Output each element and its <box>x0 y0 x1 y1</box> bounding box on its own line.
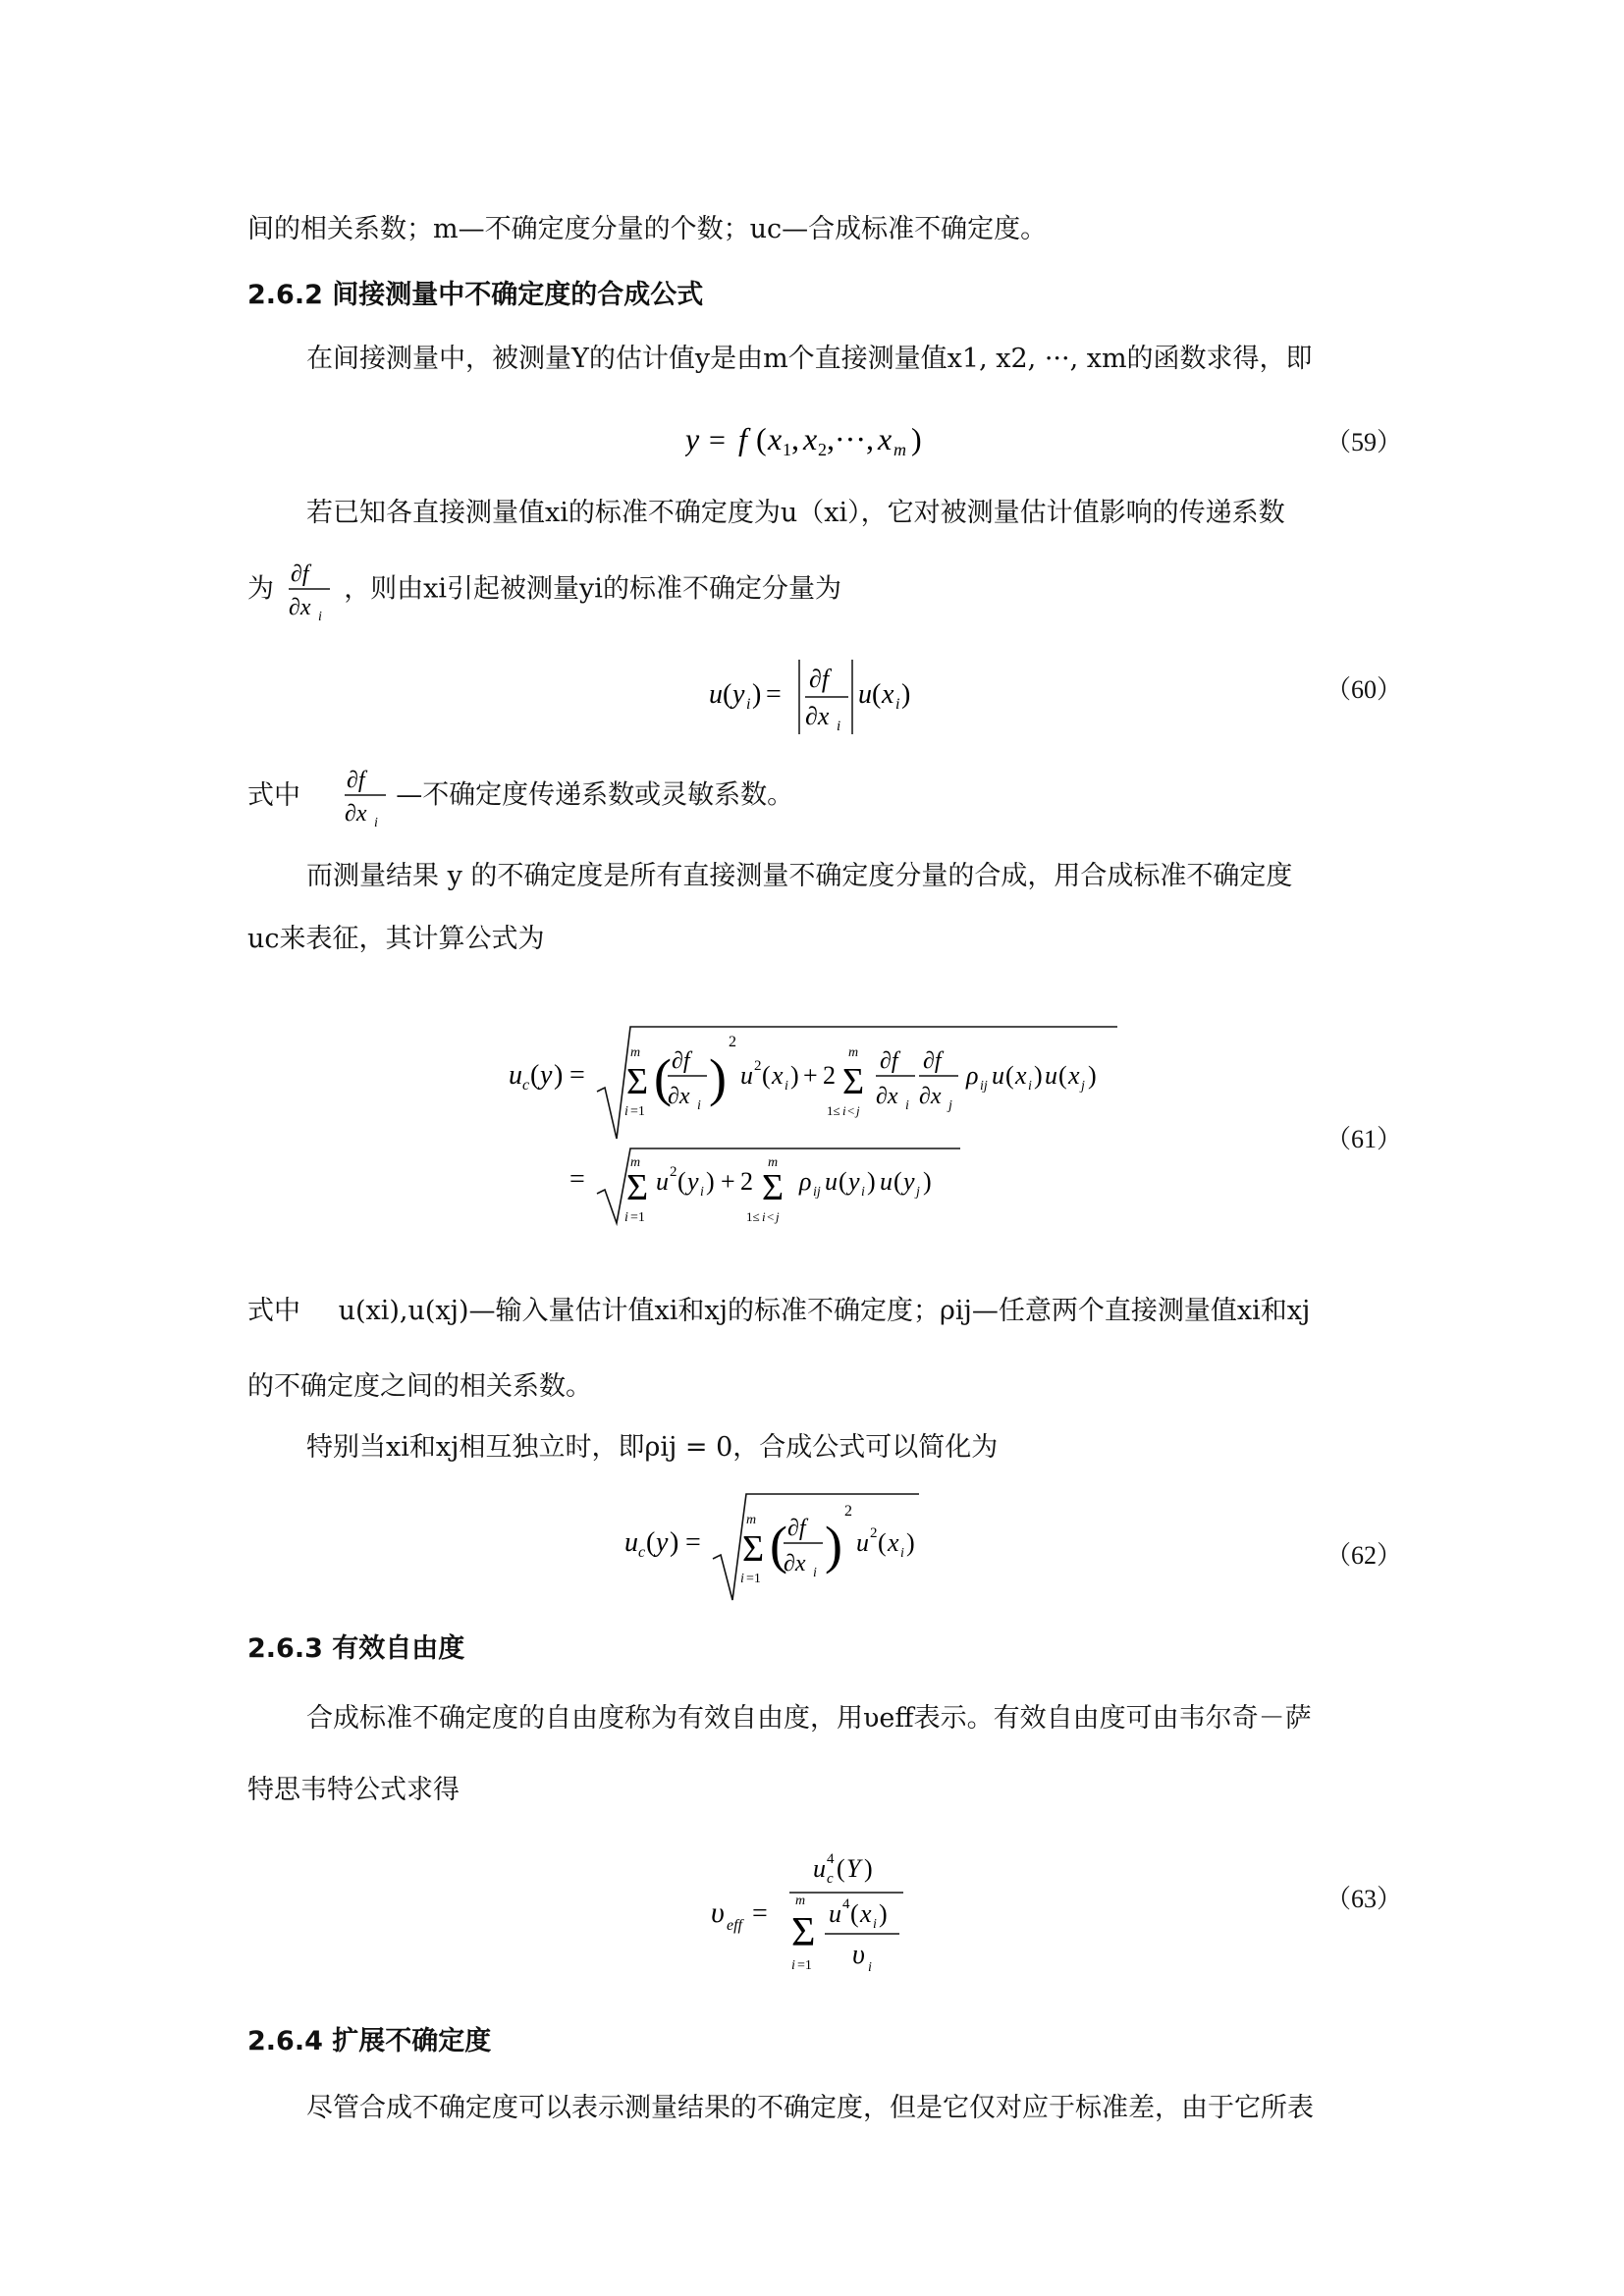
svg-text:i: i <box>740 1572 744 1586</box>
svg-text:(: ( <box>756 421 767 456</box>
svg-text:): ) <box>879 1899 888 1928</box>
svg-text:i: i <box>900 1546 904 1561</box>
svg-text:+: + <box>803 1061 818 1090</box>
svg-text:y: y <box>903 1167 915 1196</box>
paragraph-known-uncertainty: 若已知各直接测量值xi的标准不确定度为u（xi），它对被测量估计值影响的传递系数 <box>306 498 1285 528</box>
svg-text:∂x: ∂x <box>805 702 830 730</box>
svg-text:i: i <box>624 1104 628 1119</box>
heading-2-6-2: 2.6.2 间接测量中不确定度的合成公式 <box>247 280 704 310</box>
equation-number-63: （ 63 ） <box>1326 1879 1386 1915</box>
svg-text:m: m <box>630 1155 641 1170</box>
svg-text:c: c <box>522 1077 530 1094</box>
equation-number-60: （ 60 ） <box>1326 669 1386 706</box>
svg-text:x: x <box>888 1528 899 1557</box>
svg-text:υ: υ <box>711 1896 725 1929</box>
svg-text:2: 2 <box>670 1164 677 1180</box>
svg-text:y: y <box>685 421 700 456</box>
svg-text:=1: =1 <box>630 1104 645 1119</box>
svg-text:c: c <box>638 1544 646 1561</box>
svg-text:(: ( <box>872 679 882 710</box>
svg-text:m: m <box>795 1894 806 1908</box>
svg-text:(: ( <box>850 1899 859 1928</box>
svg-text:u: u <box>1045 1061 1057 1090</box>
svg-text:<: < <box>847 1103 855 1118</box>
svg-text:∂x: ∂x <box>288 595 311 620</box>
svg-text:u: u <box>709 679 723 710</box>
equation-62 <box>624 1488 939 1612</box>
svg-text:u: u <box>858 679 872 710</box>
svg-text:=: = <box>766 679 782 710</box>
svg-text:i: i <box>837 719 841 734</box>
svg-text:(: ( <box>770 1516 787 1575</box>
paragraph-input-prefix: 式中 <box>247 1296 300 1326</box>
paragraph-independent: 特别当xi和xj相互独立时，即ρij = 0，合成公式可以简化为 <box>306 1432 999 1463</box>
equation-number-61: （ 61 ） <box>1326 1119 1386 1155</box>
svg-text:1: 1 <box>783 440 791 459</box>
svg-text:u: u <box>825 1167 838 1196</box>
svg-text:x: x <box>1015 1061 1027 1090</box>
svg-text:i: i <box>842 1103 846 1118</box>
svg-text:x: x <box>860 1899 872 1928</box>
svg-text:y: y <box>732 679 745 710</box>
svg-text:): ) <box>706 1167 715 1196</box>
svg-text:): ) <box>911 421 922 456</box>
svg-text:<: < <box>767 1209 775 1224</box>
svg-text:): ) <box>709 1048 727 1107</box>
svg-text:): ) <box>901 679 911 710</box>
paragraph-indirect-measurement: 在间接测量中，被测量Y的估计值y是由m个直接测量值x1, x2, ···, xm的函数求得，即 <box>306 344 1313 374</box>
svg-text:m: m <box>768 1155 779 1170</box>
svg-text:y: y <box>540 1060 553 1091</box>
svg-text:2: 2 <box>818 440 827 459</box>
svg-text:j: j <box>856 1103 860 1118</box>
svg-text:,: , <box>791 421 799 456</box>
svg-text:Σ: Σ <box>842 1061 865 1102</box>
paragraph-input-estimates <box>247 1294 1310 1329</box>
svg-text:): ) <box>906 1528 915 1557</box>
svg-text:i: i <box>624 1210 628 1225</box>
svg-text:∂f: ∂f <box>346 768 365 793</box>
svg-text:∂x: ∂x <box>919 1084 942 1109</box>
svg-text:): ) <box>554 1060 564 1091</box>
svg-text:u: u <box>992 1061 1004 1090</box>
svg-text:ij: ij <box>980 1079 988 1094</box>
svg-text:=: = <box>569 1060 585 1091</box>
svg-text:i: i <box>700 1185 704 1200</box>
svg-text:x: x <box>1068 1061 1080 1090</box>
svg-text:(: ( <box>837 1854 845 1883</box>
svg-text:(: ( <box>1058 1061 1067 1090</box>
svg-text:m: m <box>630 1045 641 1060</box>
equation-63 <box>711 1843 927 2001</box>
svg-text:i: i <box>895 696 900 713</box>
svg-text:∂x: ∂x <box>668 1084 690 1109</box>
svg-text:∂f: ∂f <box>880 1048 898 1074</box>
svg-text:∂x: ∂x <box>876 1084 898 1109</box>
svg-text:(: ( <box>677 1167 686 1196</box>
equation-62-svg <box>624 1488 939 1602</box>
equation-60 <box>709 648 925 752</box>
svg-text:+: + <box>721 1167 735 1196</box>
paragraph-effective-dof-2: 特思韦特公式求得 <box>247 1775 460 1805</box>
svg-text:Σ: Σ <box>762 1167 785 1208</box>
paragraph-transfer-prefix: 为 <box>247 573 274 605</box>
equation-61-svg <box>509 1013 1137 1229</box>
svg-text:2: 2 <box>844 1503 852 1520</box>
svg-text:i: i <box>762 1209 766 1224</box>
paragraph-transfer-line <box>247 556 841 624</box>
svg-text:=1: =1 <box>630 1210 645 1225</box>
svg-text:∂f: ∂f <box>923 1048 942 1074</box>
paragraph-sensitivity-prefix: 式中 <box>247 779 300 811</box>
svg-text:(: ( <box>893 1167 902 1196</box>
svg-text:4: 4 <box>827 1851 835 1867</box>
partial-fraction-inline <box>287 556 332 624</box>
svg-text:2: 2 <box>740 1167 753 1196</box>
svg-text:u: u <box>740 1061 753 1090</box>
partial-fraction-sensitivity <box>343 762 388 830</box>
svg-text:): ) <box>790 1061 799 1090</box>
svg-text:Y: Y <box>846 1854 861 1883</box>
svg-text:2: 2 <box>823 1061 836 1090</box>
svg-text:i: i <box>746 696 751 713</box>
paragraph-expanded-uncertainty: 尽管合成不确定度可以表示测量结果的不确定度，但是它仅对应于标准差，由于它所表 <box>306 2093 1314 2123</box>
svg-text:=: = <box>752 1898 768 1929</box>
svg-text:(: ( <box>839 1167 847 1196</box>
paragraph-combined-1: 而测量结果 y 的不确定度是所有直接测量不确定度分量的合成，用合成标准不确定度 <box>306 861 1293 891</box>
svg-text:ρ: ρ <box>799 1167 812 1196</box>
svg-text:x: x <box>772 1061 784 1090</box>
svg-text:x: x <box>878 421 893 456</box>
svg-text:=1: =1 <box>797 1958 812 1973</box>
svg-text:x: x <box>882 679 894 710</box>
paragraph-input-body: u(xi),u(xj)—输入量估计值xi和xj的标准不确定度；ρij—任意两个直接测量值xi和xj <box>338 1296 1311 1326</box>
svg-text:(: ( <box>530 1060 540 1091</box>
paragraph-combined-2: uc来表征，其计算公式为 <box>247 924 545 954</box>
svg-text:∂f: ∂f <box>809 665 830 693</box>
svg-text:1≤: 1≤ <box>746 1209 760 1224</box>
svg-text:): ) <box>1034 1061 1043 1090</box>
svg-text:υ: υ <box>852 1940 865 1970</box>
svg-text:ρ: ρ <box>966 1061 979 1090</box>
svg-text:(: ( <box>878 1528 887 1557</box>
svg-text:j: j <box>916 1185 920 1200</box>
svg-text:2: 2 <box>754 1058 762 1074</box>
svg-text:x: x <box>768 421 783 456</box>
equation-number-59: （ 59 ） <box>1326 422 1386 458</box>
svg-text:Σ: Σ <box>742 1528 765 1570</box>
svg-text:y: y <box>656 1527 669 1558</box>
svg-text:i: i <box>373 816 378 830</box>
svg-text:x: x <box>803 421 818 456</box>
svg-text:∂f: ∂f <box>290 561 309 587</box>
svg-text:i: i <box>861 1185 865 1200</box>
svg-text:): ) <box>825 1516 842 1575</box>
svg-text:u: u <box>880 1167 893 1196</box>
svg-text:∂f: ∂f <box>787 1516 806 1541</box>
equation-60-svg <box>709 648 925 742</box>
svg-text:=: = <box>709 424 726 456</box>
paragraph-sensitivity-line <box>247 762 793 830</box>
svg-text:Σ: Σ <box>626 1167 649 1208</box>
svg-text:): ) <box>1088 1061 1097 1090</box>
svg-text:): ) <box>867 1167 876 1196</box>
svg-text:u: u <box>813 1854 826 1883</box>
svg-text:): ) <box>752 679 762 710</box>
paragraph-transfer-suffix: ，则由xi引起被测量yi的标准不确定分量为 <box>344 573 841 605</box>
svg-text:(: ( <box>646 1527 656 1558</box>
svg-text:(: ( <box>1005 1061 1014 1090</box>
svg-text:f: f <box>738 421 747 456</box>
paragraph-sensitivity-suffix: —不确定度传递系数或灵敏系数。 <box>396 779 794 811</box>
svg-text:j: j <box>776 1209 780 1224</box>
svg-text:): ) <box>923 1167 932 1196</box>
svg-text:i: i <box>791 1958 795 1973</box>
svg-text:u: u <box>829 1899 841 1928</box>
svg-text:∂x: ∂x <box>784 1551 806 1576</box>
svg-text:j: j <box>948 1098 952 1113</box>
heading-2-6-4: 2.6.4 扩展不确定度 <box>247 2026 492 2056</box>
equation-59 <box>685 414 950 471</box>
svg-text:=1: =1 <box>746 1572 761 1586</box>
svg-text:y: y <box>687 1167 699 1196</box>
svg-text:ij: ij <box>813 1185 821 1200</box>
svg-text:(: ( <box>762 1061 771 1090</box>
svg-text:): ) <box>670 1527 679 1558</box>
svg-text:i: i <box>317 610 322 624</box>
svg-text:i: i <box>813 1566 817 1580</box>
svg-text:u: u <box>624 1527 638 1558</box>
svg-text:(: ( <box>654 1048 672 1107</box>
svg-text:u: u <box>856 1528 869 1557</box>
svg-text:2: 2 <box>729 1034 736 1050</box>
svg-text:i: i <box>873 1917 877 1932</box>
equation-number-62: （ 62 ） <box>1326 1535 1386 1572</box>
svg-text:i: i <box>697 1098 701 1113</box>
equation-63-svg <box>711 1843 927 1991</box>
svg-text:Σ: Σ <box>791 1910 816 1955</box>
svg-text:m: m <box>746 1513 757 1527</box>
svg-text:=: = <box>569 1164 585 1195</box>
svg-text:(: ( <box>723 679 732 710</box>
svg-text:∂x: ∂x <box>344 801 367 827</box>
svg-text:Σ: Σ <box>626 1061 649 1102</box>
svg-text:c: c <box>827 1871 834 1887</box>
svg-text:m: m <box>848 1045 859 1060</box>
paragraph-effective-dof-1: 合成标准不确定度的自由度称为有效自由度，用υeff表示。有效自由度可由韦尔奇－萨 <box>306 1703 1312 1734</box>
equation-59-svg <box>685 414 950 461</box>
paragraph-top: 间的相关系数；m—不确定度分量的个数；uc—合成标准不确定度。 <box>247 214 1048 244</box>
svg-text:i: i <box>868 1960 872 1975</box>
svg-text:=: = <box>685 1527 701 1558</box>
svg-text:,···,: ,···, <box>827 421 874 456</box>
svg-text:∂f: ∂f <box>672 1048 690 1074</box>
svg-text:i: i <box>785 1079 788 1094</box>
paragraph-correlation: 的不确定度之间的相关系数。 <box>247 1371 592 1402</box>
svg-text:y: y <box>848 1167 860 1196</box>
svg-text:u: u <box>656 1167 669 1196</box>
svg-text:4: 4 <box>842 1896 850 1912</box>
svg-text:u: u <box>509 1060 522 1091</box>
svg-text:eff: eff <box>727 1917 742 1934</box>
svg-text:1≤: 1≤ <box>827 1103 840 1118</box>
svg-text:2: 2 <box>870 1525 878 1541</box>
svg-text:): ) <box>864 1854 873 1883</box>
svg-text:i: i <box>1028 1079 1032 1094</box>
heading-2-6-3: 2.6.3 有效自由度 <box>247 1633 465 1664</box>
svg-text:m: m <box>893 440 906 459</box>
equation-61 <box>509 1013 1137 1239</box>
svg-text:j: j <box>1081 1079 1085 1094</box>
svg-text:i: i <box>905 1098 909 1113</box>
